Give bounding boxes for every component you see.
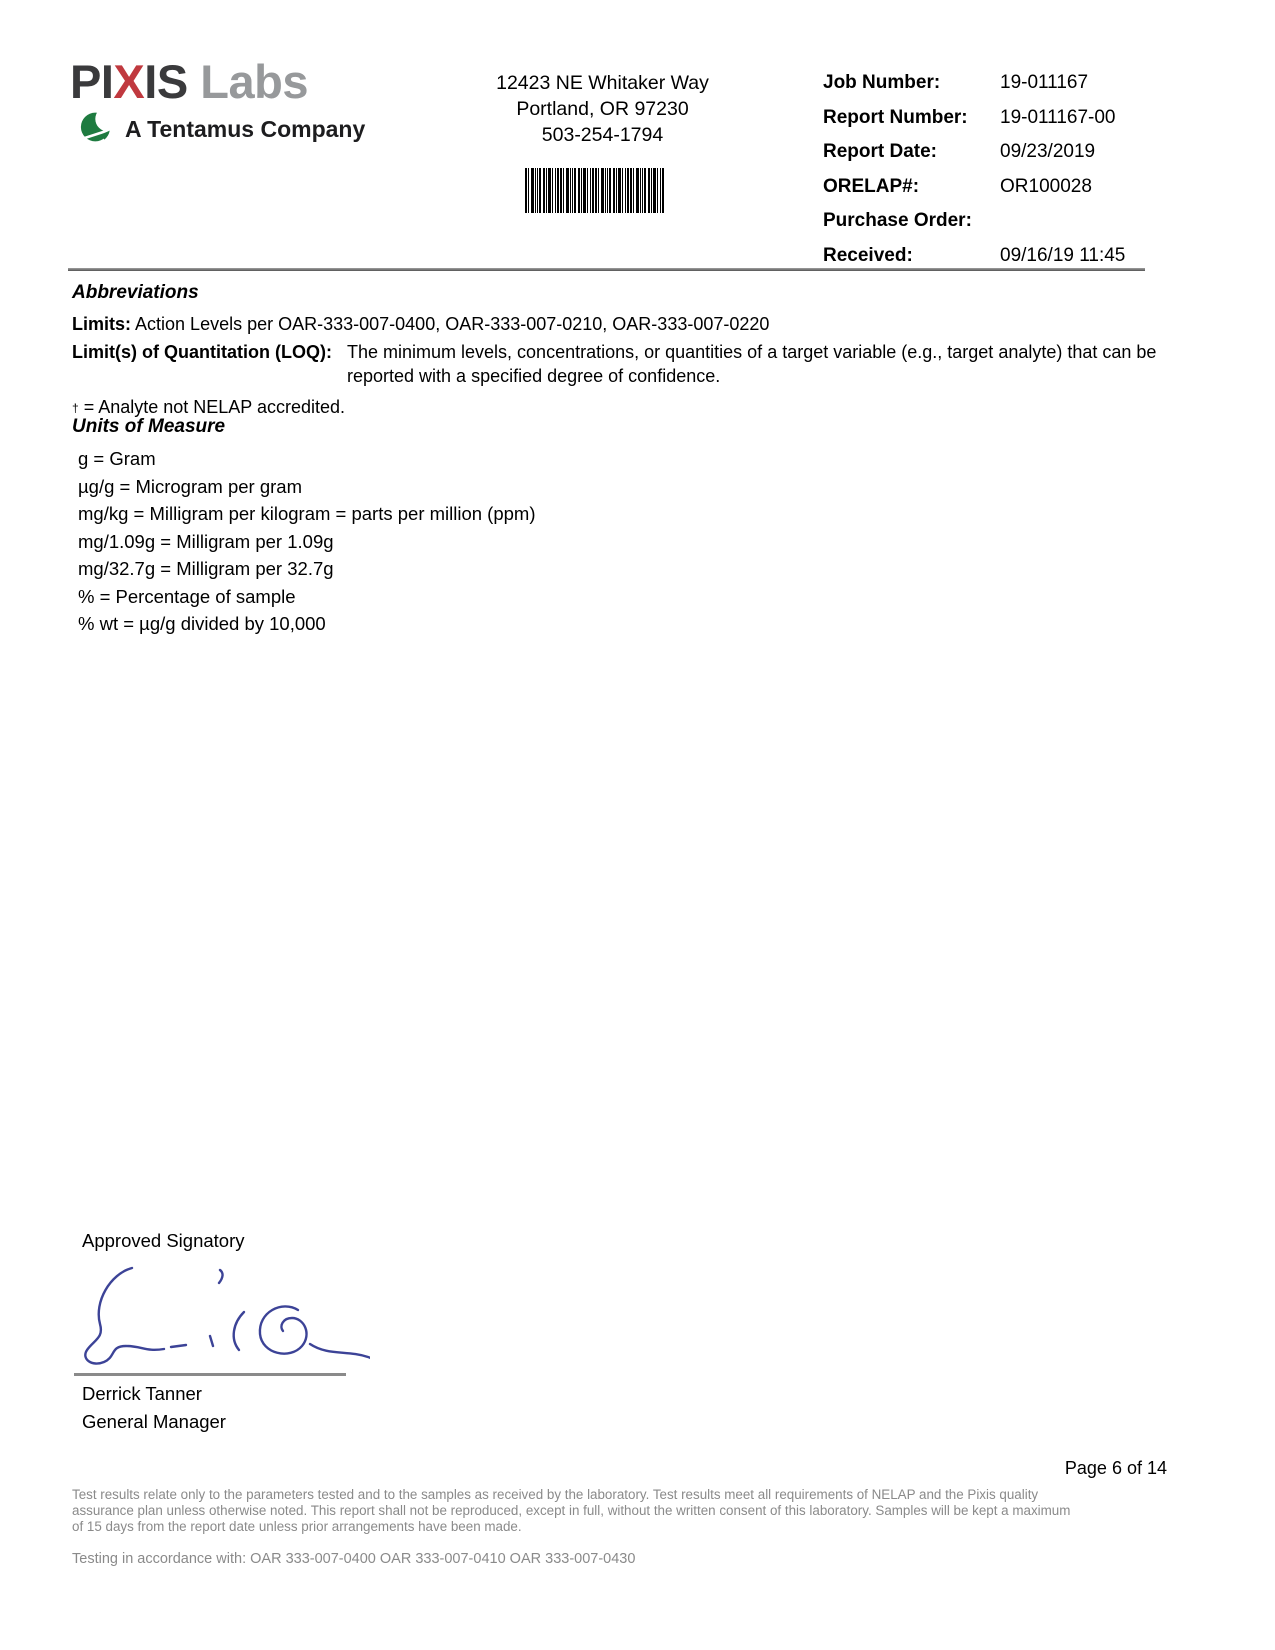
signature-line [74,1373,346,1376]
dagger-text: = Analyte not NELAP accredited. [83,397,346,417]
unit-item-percent: % = Percentage of sample [78,585,296,607]
footer-testing-standards: Testing in accordance with: OAR 333-007-0400 OAR 333-007-0410 OAR 333-007-0430 [72,1551,636,1567]
report-number-value: 19-011167-00 [1000,106,1116,128]
units-section [72,416,536,638]
received-label: Received: [823,244,913,266]
page-number: Page 6 of 14 [1064,1458,1167,1478]
address-line-2: Portland, OR 97230 [516,98,689,120]
report-date-value: 09/23/2019 [1000,141,1096,162]
address-line-1: 12423 NE Whitaker Way [496,72,709,94]
address-line-3: 503-254-1794 [541,124,664,146]
signatory-section [82,1230,442,1433]
orelap-row [823,176,1203,198]
abbreviations-section [72,281,1157,419]
barcode [525,168,675,213]
unit-item-mg109: mg/1.09g = Milligram per 1.09g [78,530,334,552]
report-date-label: Report Date: [823,141,938,162]
logo-text-x: X [113,55,145,108]
logo-text-is: IS [144,55,188,108]
report-number-row [823,107,1203,129]
loq-text: The minimum levels, concentrations, or quantities of a target variable (e.g., target analyte) that can be reported with a specified degree of confidence. [347,342,1157,386]
unit-item-percent-wt: % wt = µg/g divided by 10,000 [78,613,326,634]
report-number-label: Report Number: [823,106,968,128]
purchase-order-row [823,210,1203,232]
limits-label: Limits: [72,314,132,334]
units-heading: Units of Measure [72,416,226,437]
units-list [72,445,536,638]
company-logo [70,55,366,150]
received-row [823,245,1203,267]
limits-text: Action Levels per OAR-333-007-0400, OAR-333-007-0210, OAR-333-007-0220 [135,314,770,334]
approved-signatory-label: Approved Signatory [82,1230,245,1251]
signatory-title: General Manager [82,1410,226,1432]
received-value: 09/16/19 11:45 [1000,244,1126,266]
unit-item-gram: g = Gram [78,448,156,469]
loq-label: Limit(s) of Quantitation (LOQ): [72,342,332,362]
header-divider [68,268,1145,271]
lab-address [430,70,775,148]
dagger-symbol: † [72,401,79,415]
job-number-value: 19-011167 [1000,72,1089,93]
unit-item-microgram: µg/g = Microgram per gram [78,475,302,497]
logo-wordmark [70,55,365,108]
loq-line [72,340,1157,388]
logo-tagline: A Tentamus Company [125,116,366,142]
purchase-order-label: Purchase Order: [823,210,972,231]
job-number-row [823,72,1203,94]
unit-item-mgkg: mg/kg = Milligram per kilogram = parts per million (ppm) [78,503,536,524]
logo-text-labs: Labs [187,55,308,108]
report-date-row [823,141,1203,163]
job-number-label: Job Number: [823,72,941,93]
limits-line [72,312,1157,336]
signatory-name: Derrick Tanner [82,1382,202,1404]
orelap-label: ORELAP#: [823,175,920,197]
footer-disclaimer: Test results relate only to the parameters tested and to the samples as received by the laboratory. Test results meet all requirements of NELAP and the Pixis quality assurance plan unless otherwise noted. This report shall not be reproduced, except in full, without the written consent of this laboratory. Samples will be kept a maximum of 15 days from the report date unless prior arrangements have been made. [72,1487,1071,1534]
signature-image [70,1260,370,1372]
orelap-value: OR100028 [1000,175,1092,197]
abbreviations-heading: Abbreviations [72,282,199,303]
leaf-icon [80,109,116,150]
logo-text-pi: PI [70,55,114,108]
job-info-table [823,72,1203,279]
unit-item-mg327: mg/32.7g = Milligram per 32.7g [78,558,334,579]
